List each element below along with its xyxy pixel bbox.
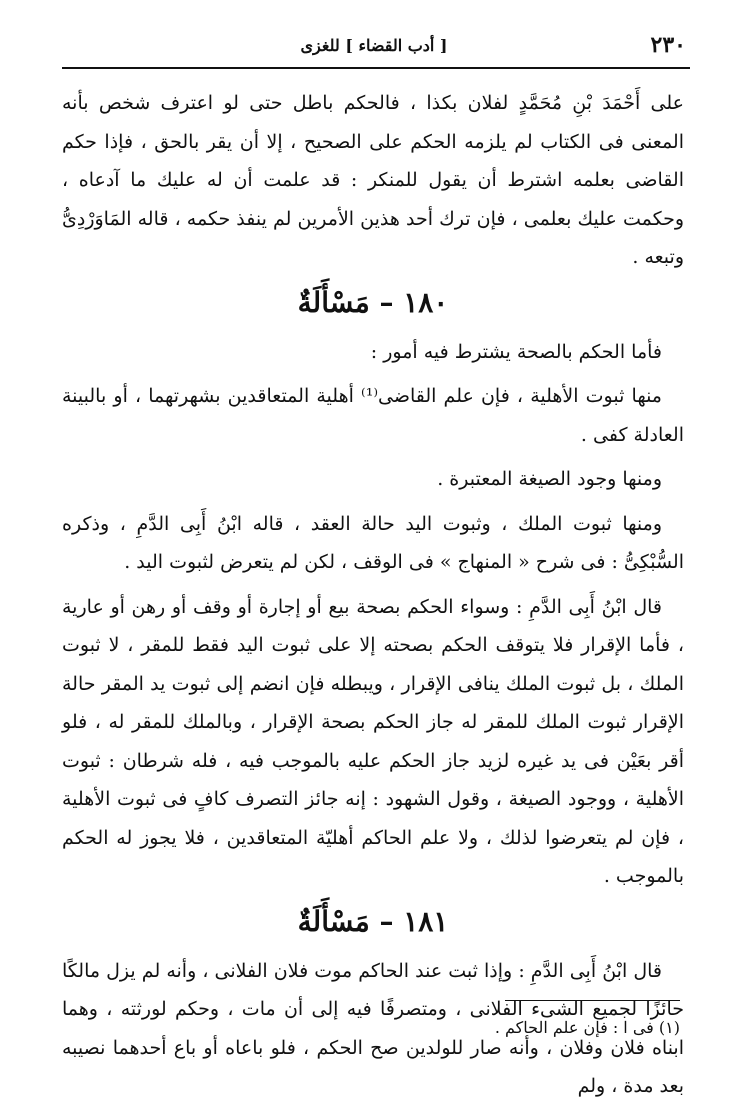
paragraph: على أَحْمَدَ بْنِ مُحَمَّدٍ لفلان بكذا ، فالحكم باطل حتى لو اعترف شخص بأنه المعنى فى الكتاب لم يلزمه الحكم على الصحيح ، إلا أن يقر بالحق ، فإذا حكم القاضى بعلمه اشترط أن يقول للمنكر : قد علمت أن له عليك ما آدعاه ، وحكمت عليك بعلمى ، فإن ترك أحد هذين الأمرين لم ينفذ حكمه ، قاله المَاوَرْدِىُّ وتبعه . [62,92,684,268]
footnote: (١) فى ا : فإن علم الحاكم . [494,1018,680,1037]
paragraph: فأما الحكم بالصحة يشترط فيه أمور : [370,340,662,363]
footnote-rule [505,1000,680,1001]
page-header [62,30,686,62]
page-number: ٢٣٠ [650,32,686,58]
header-rule [62,67,690,69]
paragraph: ومنها ثبوت الملك ، وثبوت اليد حالة العقد ، قاله ابْنُ أَبِى الدَّمِ ، وذكره السُّبْكِىُّ : فى شرح « المنهاج » فى الوقف ، لكن لم يتعرض لثبوت اليد . [62,512,684,573]
paragraph: قال ابْنُ أَبِى الدَّمِ : وإذا ثبت عند الحاكم موت فلان الفلانى ، وأنه لم يزل مالكًا حائزًا لجميع الشىء الفلانى ، ومتصرفًا فيه إلى أن مات ، وحكم لورثته ، وهما ابناه فلان وفلان ، وأنه صار للولدين صح الحكم ، فلو باعاه أو باع أحدهما نصيبه بعد مدة ، ولم [62,959,685,1097]
paragraph: قال ابْنُ أَبِى الدَّمِ : وسواء الحكم بصحة بيع أو إجارة أو وقف أو رهن أو عارية ، فأما الإقرار فلا يتوقف الحكم بصحته إلا على ثبوت اليد فقط للمقر ، لا ثبوت الملك ، بل ثبوت الملك ينافى الإقرار ، ويبطله فإن انضم إلى ثبوت يد المقر حالة الإقرار ثبوت الملك للمقر له جاز الحكم بصحة الإقرار ، وبالملك للمقر له ، فلو أقر بعَيْن فى يد غيره لزيد جاز الحكم عليه بالموجب فيه ، فله شرطان : ثبوت الأهلية ، ووجود الصيغة ، وقول الشهود : إنه جائز التصرف كافٍ فى ثبوت الأهلية ، فإن لم يتعرضوا لذلك ، ولا علم الحاكم أهليّة المتعاقدين ، فلا يجوز له الحكم بالموجب . [62,595,684,887]
paragraph: منها ثبوت الأهلية ، فإن علم القاضى⁽¹⁾ أهلية المتعاقدين بشهرتهما ، أو بالبينة العادلة كفى . [62,385,684,446]
section-heading-181: ١٨١ – مَسْأَلَةٌ [297,904,449,938]
section-heading-180: ١٨٠ – مَسْأَلَةٌ [297,285,449,319]
main-text [62,84,684,1112]
paragraph: ومنها وجود الصيغة المعتبرة . [437,468,662,490]
running-title: [ أدب القضاء ] للغزى [300,36,448,55]
